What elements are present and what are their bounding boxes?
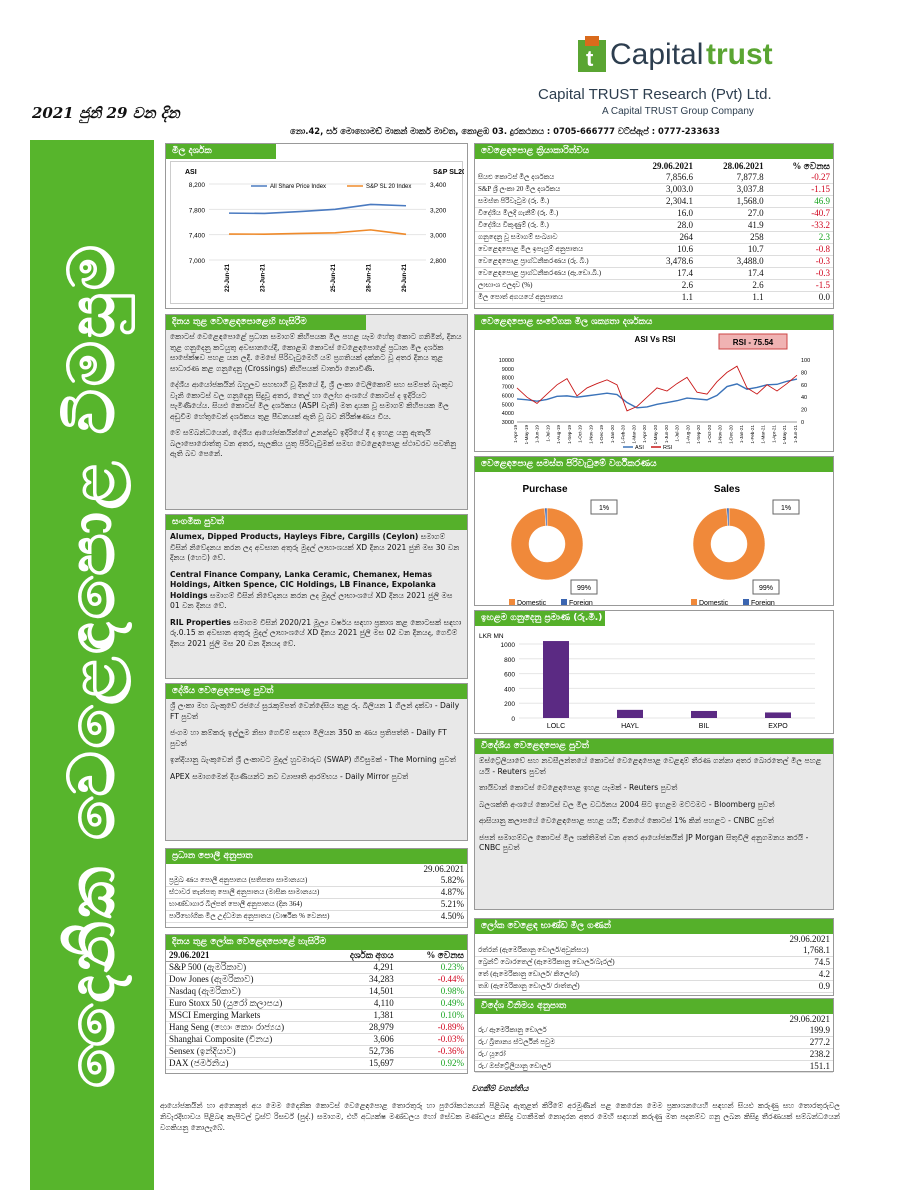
- fx-value: 199.9: [705, 1025, 833, 1037]
- activity-label: සියළු කොටස් මිල දර්ශකය: [475, 172, 625, 184]
- world-index-name: Nasdaq (ඇමරිකාව): [166, 986, 317, 998]
- bar-hayl: [617, 710, 643, 718]
- world-index-change: -0.44%: [397, 974, 467, 986]
- turnover-pie-charts: [475, 472, 833, 605]
- x-tick: 1-Jun-21: [793, 425, 798, 444]
- x-tick: 1-Dec-19: [599, 425, 605, 444]
- fx-value: 151.1: [705, 1061, 833, 1073]
- legend-foreign-label: Foreign: [569, 600, 593, 605]
- bar-bil: [691, 711, 717, 718]
- activity-section: [474, 143, 834, 309]
- activity-row: [475, 244, 833, 256]
- section-header: ප්‍රධාන පොලී අනුපාත: [166, 849, 467, 864]
- day-review-paragraph: මේ සම්බන්ධයෙන්, දේශීය ආයෝජකයින්ගේ උනන්දුව ඉදිරියේ දී ද ඉහළ යනු ඇතැයි බලාපොරොත්තු වන අතර, සැලකිය යුතු පිරිවැටුමක් සමඟ වෙළෙඳපොළ ස්ථාවරව පවතිනු ඇති බව පෙනේ.: [170, 428, 457, 458]
- x-tick: 1-Nov-20: [717, 425, 723, 444]
- y-tick: 0: [511, 716, 515, 723]
- world-index-change: 0.10%: [397, 1010, 467, 1022]
- world-index-name: Sensex (ඉන්දියාව): [166, 1046, 317, 1058]
- x-tick: 23-Jun-21: [260, 264, 267, 293]
- y-tick: 400: [504, 686, 515, 694]
- world-row: [166, 998, 467, 1010]
- world-index-value: 3,606: [317, 1034, 397, 1046]
- top-turnover-bar-chart: [475, 626, 833, 733]
- x-tick: 1-Feb-21: [749, 425, 755, 444]
- fx-label: රු./ ඇමෙරිකානු ඩොලර්: [475, 1025, 705, 1037]
- corporate-section: [165, 514, 468, 679]
- y-tick-left: 6000: [501, 393, 514, 400]
- activity-value-1: 10.6: [625, 244, 696, 256]
- corporate-news-text: [166, 530, 467, 659]
- y-tick-right: 3,200: [430, 207, 447, 215]
- disclaimer-text: ආයෝජකයින් හා අනෙකුත් අය මෙම දෛනික කොටස් වෙළෙඳපොළ තොරතුරු හා පුරෝකථනයන් පිළිබඳ ඇතුළත් කිරීමේ අරමුණින් පළ කෙරෙන මෙම ප්‍රකාශනයෙහි සඳහන් සියළු කරුණු සහ තොරතුරුවල නිවැරදිභාවය පිළිබඳ කැපිටල් ට්‍රස්ට් රිසර්ච් (පුද්.) සමාගම, එහි අධ්‍යක්ෂ මණ්ඩලය හෝ සේවක මණ්ඩලය කිසිදු වගකීමක් නොදරන අතර මෙහි සඳහන් කරුණු මත පදනම්ව ගනු ලබන කිසිදු තීරණයක් සම්බන්ධයෙන් වගකියනු නොලැබේ.: [160, 1101, 840, 1132]
- section-header: වෙළෙඳපොළ සමස්ත පිරිවැටුමේ වර්ගීකරණය: [475, 457, 833, 472]
- y-tick-left: 10000: [498, 358, 514, 364]
- logo-text-capital: Capital: [610, 38, 704, 71]
- rate-label: භාණ්ඩාගාර බිල්පත් පොලී අනුපාතය (දින 364): [166, 899, 401, 911]
- intl-news-item: ඕස්ට්‍රේලියාවේ සහ නවසීලන්තයේ කොටස් වෙළෙඳපොළ වෙළඳාම් තීරණ ගන්නා අතර බොරතෙල් මිල පහළ යයි - Reuters පුවත්: [479, 756, 822, 776]
- world-index-change: -0.89%: [397, 1022, 467, 1034]
- disclaimer-title: වගකීම් වගන්තිය: [471, 1084, 529, 1093]
- activity-row: [475, 256, 833, 268]
- intl-news-item: ආසියානු කලාපයේ වෙළෙඳපොළ පහළ යයි; චීනයේ කොටස් 1% කින් පහළට - CNBC පුවත්: [479, 816, 774, 825]
- commodities-date: 29.06.2021: [789, 934, 830, 944]
- commodity-label: බ්‍රෙන්ට් බොරතෙල් (ඇමෙරිකානු ඩොලර්/බැරල්): [475, 957, 745, 969]
- activity-label: ලාභාංශ ඵලදාව (%): [475, 280, 625, 292]
- world-index-change: 0.49%: [397, 998, 467, 1010]
- logo: [576, 34, 796, 84]
- corporate-news-item: Alumex, Dipped Products, Hayleys Fibre, Cargills (Ceylon) සමාගම් විසින් නිවේදනය කරන ලද අවසාන අතුරු මුදල් ලාභාංශයක් XD දිනය 2021 ජුනි මස 30 වන දිනය (හෙට) වේ.: [170, 532, 460, 562]
- x-tick: 1-Jun-20: [663, 425, 669, 444]
- world-date: 29.06.2021: [169, 950, 210, 960]
- activity-value-2: 2.6: [696, 280, 767, 292]
- world-index-change: -0.36%: [397, 1046, 467, 1058]
- activity-value-2: 17.4: [696, 268, 767, 280]
- corporate-news-item: RIL Properties සමාගම විසින් 2020/21 මූල්‍ය වර්ෂය සඳහා ප්‍රකාශ කළ කොටසක් සඳහා රු.0.15 ක අවසාන අතුරු මුදල් ලාභාංශයේ XD දිනය 2021 ජුලි මස 02 වන දිනයද, ගෙවීම් දිනය 2021 ජුලි මස 20 වන දිනයද වේ.: [170, 617, 462, 648]
- day-review-text: [166, 330, 467, 470]
- fx-row: [475, 1061, 833, 1073]
- local-news-item: ශ්‍රී ලංකා මහ බැංකුවේ රජයේ සුරැකුම්පත් වෙන්දේසිය තුළ රු. බිලියන 1 ගිලන් දක්වා - Daily FT පුවත්: [170, 701, 460, 721]
- activity-change: 2.3: [767, 232, 833, 244]
- pie-label-domestic: 99%: [576, 585, 592, 592]
- section-header: සංගමික පුවත්: [166, 515, 467, 530]
- activity-value-2: 3,037.8: [696, 184, 767, 196]
- fx-label: රු./ ඔස්ට්‍රේලියානු ඩොලර්: [475, 1061, 705, 1073]
- x-tick: 1-Mar-20: [631, 425, 637, 444]
- section-header: දේශීය වෙළෙඳපොළ පුවත්: [166, 684, 467, 699]
- x-tick: EXPO: [768, 723, 788, 730]
- activity-row: [475, 280, 833, 292]
- fx-date: 29.06.2021: [789, 1014, 830, 1024]
- day-review-paragraph: දේශීය ආයෝජකයින් බහුලව සහභාගී වූ දිනයේ දී, ශ්‍රී ලංකා ටෙලිකොම් සහ සම්පත් බැංකුව වැනි කොටස් වල ගනුදෙනු සිදුවූ අතර, තෙල් හා ලෝහ අංශයේ කොටස් ද ඉදිරියට පැමිණියේය. සියළු කොටස් මිල දර්ශකය (ASPI වැනි) මත දායක වූ සමාගම් කිහිපයක මිල අඩුවීම හේතුවෙන් දර්ශකය තුළ පීඩනයක් ඇති වූ බව නිරීක්ෂණය විය.: [170, 380, 454, 421]
- x-tick: 1-Aug-20: [685, 425, 691, 444]
- fx-table: [475, 1014, 833, 1073]
- x-tick: 1-May-19: [523, 425, 529, 445]
- x-tick: 1-Oct-20: [706, 425, 712, 443]
- fx-label: රු./ යූරෝ: [475, 1049, 705, 1061]
- section-header: ලෝක වෙළෙඳ භාණ්ඩ මිල ගණන්: [475, 919, 833, 934]
- col-change: % වෙනස: [792, 161, 830, 171]
- world-index-name: Hang Seng (හොං කොං රාජ්‍යය): [166, 1022, 317, 1034]
- section-header: විදේශීය වෙළෙඳපොළ පුවත්: [475, 739, 833, 754]
- world-index-name: Dow Jones (ඇමරිකාව): [166, 974, 317, 986]
- activity-value-1: 7,856.6: [625, 172, 696, 184]
- world-col-change: % වෙනස: [426, 950, 464, 960]
- rates-row: [166, 875, 467, 887]
- x-tick: 1-Sep-19: [566, 425, 572, 444]
- day-review-paragraph: කොටස් වෙළෙඳපොළේ ප්‍රධාන සමාගම් කිහිපයක මිල පහළ යෑම හේතු කොට ගනිමින්, දිනය තුළ ගනුදෙනු කටයුතු අවසානයේදී, කොළඹ කොටස් වෙළෙඳපොළේ ප්‍රධාන මිල දර්ශක සාපේක්ෂව පහළ යන ලදී. මෙසේ පිරිවැටුමෙහි යම් ප්‍රගතියක් දක්නට වූ අතර දිනය තුළ සාධාරණ කළ ගනුදෙනු (Crossings) කිහිපයක් වාර්තා නොවිණි.: [170, 332, 462, 373]
- local-news-list: [166, 699, 467, 792]
- activity-table: [475, 161, 833, 304]
- y-tick-right: 60: [801, 382, 808, 389]
- legend-foreign-label: Foreign: [751, 600, 775, 605]
- x-tick: 1-Feb-20: [620, 425, 626, 444]
- intl-news-item: බලශක්ති අංශයේ කොටස් වල මිල වර්ධනය 2004 සිට ඉහළම මට්ටමට - Bloomberg පුවත්: [479, 799, 775, 809]
- col-date-2: 28.06.2021: [723, 161, 764, 171]
- legend-foreign-swatch: [743, 599, 749, 605]
- intl-news-item: ජපන් සමාගම්වල කොටස් මිල ශක්තිමත් වන අතර ආයෝජකයින් JP Morgan සිතුවිලි අනුගමනය කරයි - CNBC පුවත්: [479, 832, 809, 852]
- activity-label: මිල පොත් අගයයේ අනුපාතය: [475, 292, 625, 304]
- world-row: [166, 1046, 467, 1058]
- world-index-change: 0.92%: [397, 1058, 467, 1070]
- intl-news-item: තායිවාන් කොටස් වෙළෙඳපොළ ඉහළ යෑමක් - Reuters පුවත්: [479, 783, 678, 792]
- world-index-value: 1,381: [317, 1010, 397, 1022]
- activity-value-2: 41.9: [696, 220, 767, 232]
- activity-value-1: 2,304.1: [625, 196, 696, 208]
- legend-foreign-swatch: [561, 599, 567, 605]
- activity-change: -0.3: [767, 256, 833, 268]
- report-date: 2021 ජුනි 29 වන දින: [32, 104, 180, 122]
- activity-value-1: 1.1: [625, 292, 696, 304]
- world-row: [166, 1058, 467, 1070]
- fx-row: [475, 1025, 833, 1037]
- world-index-name: Euro Stoxx 50 (යුරෝ කලාපය): [166, 998, 317, 1010]
- sp-line: [229, 230, 406, 234]
- rate-label: ප්‍රමුඛ ණය පොලී අනුපාතය (සතිපතා සාමාන්‍යය): [166, 875, 401, 887]
- commodity-value: 74.5: [745, 957, 833, 969]
- section-header: වෙළෙඳපොළ සංවේගක මිල ශක්‍යතා දර්ශකය: [475, 315, 833, 330]
- world-index-value: 14,501: [317, 986, 397, 998]
- rates-date: 29.06.2021: [423, 864, 464, 874]
- x-tick: 1-May-21: [782, 425, 788, 445]
- intl-news-section: [474, 738, 834, 910]
- section-header: ඉහළම ගනුදෙනු ප්‍රමාණ (රු.මි.): [475, 611, 605, 626]
- x-tick: 1-Apr-20: [642, 425, 648, 443]
- intl-news-list: [475, 754, 833, 864]
- corporate-news-item: Central Finance Company, Lanka Ceramic, Chemanex, Hemas Holdings, Aitken Spence, CIC Holdings, LB Finance, Expolanka Holdings සමාගම් විසින් නිවේදනය කරන ලද මුදල් ලාභාංශයේ XD දිනය 2021 ජුලි මස 01 වන දිනය වේ.: [170, 569, 453, 610]
- y-tick-left: 7,800: [188, 207, 205, 215]
- activity-label: සමස්ත පිරිවැටුම (රු. මි.): [475, 196, 625, 208]
- col-date-1: 29.06.2021: [652, 161, 694, 171]
- world-index-name: S&P 500 (ඇමරිකාව): [166, 962, 317, 974]
- x-tick: 1-Jul-20: [674, 425, 680, 442]
- y-tick-left: 7,000: [188, 258, 205, 265]
- world-row: [166, 962, 467, 974]
- activity-change: -0.8: [767, 244, 833, 256]
- company-tagline: A Capital TRUST Group Company: [602, 106, 754, 117]
- side-title: දෛනික වෙළෙඳපොළ විමසුම: [54, 242, 130, 1088]
- y-tick-left: 7000: [501, 384, 514, 391]
- pie-title: Sales: [713, 484, 741, 495]
- company-address: නො.42, සර් මොහොමඩ් මාකන් මාකර් මාවත, කොළඹ 03. දුරකථනය : 0705-666777 වට්ස්ඇප් : 0777-233633: [290, 126, 720, 136]
- activity-label: විදේශීය විකුණුම් (රු. මි.): [475, 220, 625, 232]
- local-news-item: ඉන්දියානු බැංකුවෙන් ශ්‍රී ලංකාවට මුදල් හුවමාරුව (SWAP) ගිවිසුමක් - The Morning පුවත්: [170, 755, 456, 764]
- commodity-row: [475, 981, 833, 993]
- world-row: [166, 1022, 467, 1034]
- x-tick: 22-Jun-21: [225, 264, 231, 293]
- x-tick: HAYL: [621, 723, 639, 730]
- x-tick: BIL: [698, 723, 710, 730]
- world-col-value: දර්ශක අගය: [349, 950, 394, 960]
- activity-row: [475, 232, 833, 244]
- legend-domestic-swatch: [509, 599, 515, 605]
- activity-change: 0.0: [767, 292, 833, 304]
- asi-rsi-chart: [475, 330, 833, 451]
- y-tick: 600: [504, 671, 515, 679]
- activity-value-1: 3,478.6: [625, 256, 696, 268]
- section-header: විදේශ විනිමය අනුපාත: [475, 999, 833, 1014]
- right-axis-label: S&P SL20: [433, 169, 464, 176]
- activity-value-2: 7,877.8: [696, 172, 767, 184]
- world-index-change: -0.03%: [397, 1034, 467, 1046]
- section-header: දිනය තුළ ලෝක වෙළෙඳපොළේ හැසිරීම: [166, 935, 467, 950]
- y-tick-left: 8000: [501, 375, 514, 382]
- world-index-value: 34,283: [317, 974, 397, 986]
- local-news-item: APEX සමාගමෙන් දියණියන්ට නව ව්‍යාපෘති ආරම්භය - Daily Mirror පුවත්: [170, 771, 409, 781]
- activity-value-2: 10.7: [696, 244, 767, 256]
- rate-value: 5.82%: [401, 875, 467, 887]
- y-tick-right: 2,800: [430, 258, 447, 265]
- activity-row: [475, 220, 833, 232]
- section-header: දිනය තුළ වෙළෙඳපොළෙහි හැසිරීම: [166, 315, 366, 330]
- fx-label: රු./ බ්‍රිතාන්‍ය ස්ටර්ලින් පවුම: [475, 1037, 705, 1049]
- local-news-item: ජංගම හා කම්කරු ඉල්ලුම නිසා ගෙවීම් සඳහා මිලියන 350 ක ණය ප්‍රතිපත්ති - Daily FT පුවත්: [170, 728, 447, 748]
- activity-value-2: 3,488.0: [696, 256, 767, 268]
- y-tick: 1000: [500, 642, 515, 649]
- x-tick: 1-Jun-19: [534, 425, 540, 444]
- commodity-label: තේ (ඇමෙරිකානු ඩොලර්/ කිලෝග්): [475, 969, 745, 981]
- section-header: වෙළෙඳපොළ ක්‍රියාකාරිත්වය: [475, 144, 833, 159]
- x-tick: 1-Jan-20: [609, 425, 615, 444]
- y-tick-right: 20: [801, 407, 808, 414]
- fx-value: 277.2: [705, 1037, 833, 1049]
- x-tick: 29-Jun-21: [402, 264, 408, 293]
- activity-change: -0.27: [767, 172, 833, 184]
- activity-value-1: 2.6: [625, 280, 696, 292]
- activity-row: [475, 184, 833, 196]
- x-tick: 1-Sep-20: [696, 425, 702, 444]
- x-tick: LOLC: [546, 723, 566, 730]
- company-name: Capital TRUST Research (Pvt) Ltd.: [538, 86, 772, 103]
- fx-section: [474, 998, 834, 1072]
- world-index-value: 52,736: [317, 1046, 397, 1058]
- world-index-name: MSCI Emerging Markets: [166, 1010, 317, 1022]
- rates-row: [166, 911, 467, 923]
- x-tick: 1-Jan-21: [739, 425, 745, 444]
- world-index-change: 0.98%: [397, 986, 467, 998]
- fx-row: [475, 1049, 833, 1061]
- y-axis-unit: LKR MN: [479, 633, 504, 640]
- rsi-section: [474, 314, 834, 452]
- commodity-value: 4.2: [745, 969, 833, 981]
- day-review-section: [165, 314, 468, 510]
- y-tick-left: 7,400: [188, 232, 205, 240]
- activity-row: [475, 268, 833, 280]
- x-tick: 1-Oct-19: [577, 425, 583, 443]
- bar-lolc: [543, 641, 569, 718]
- rate-label: පාරිභෝගික මිල උද්ධමන අනුපාතය (වාර්ෂික % වෙනස): [166, 911, 401, 923]
- x-tick: 1-Dec-20: [728, 425, 734, 444]
- activity-change: -33.2: [767, 220, 833, 232]
- rates-section: [165, 848, 468, 928]
- y-tick-right: 80: [801, 370, 808, 377]
- y-tick: 800: [504, 656, 515, 664]
- world-index-name: Shanghai Composite (චීනය): [166, 1034, 317, 1046]
- world-section: [165, 934, 468, 1074]
- activity-change: 46.9: [767, 196, 833, 208]
- commodity-value: 1,768.1: [745, 945, 833, 957]
- commodity-label: රත්රන් (ඇමෙරිකානු ඩොලර්/අවුන්සය): [475, 945, 745, 957]
- commodity-row: [475, 945, 833, 957]
- rate-value: 4.87%: [401, 887, 467, 899]
- activity-change: -1.5: [767, 280, 833, 292]
- side-banner: [30, 140, 154, 1190]
- world-index-value: 15,697: [317, 1058, 397, 1070]
- y-tick-left: 9000: [501, 366, 514, 373]
- rates-table: [166, 864, 467, 923]
- legend-sp-label: S&P SL 20 Index: [366, 184, 412, 190]
- legend-domestic-swatch: [691, 599, 697, 605]
- world-index-value: 28,979: [317, 1022, 397, 1034]
- logo-text-trust: trust: [706, 38, 773, 71]
- activity-label: වෙළෙඳපොළ ප්‍රාග්ධනීකරණය (ඇ.ඩො.බි.): [475, 268, 625, 280]
- world-index-change: 0.23%: [397, 962, 467, 974]
- activity-value-1: 16.0: [625, 208, 696, 220]
- activity-row: [475, 292, 833, 304]
- legend-domestic-label: Domestic: [699, 600, 729, 605]
- x-tick: 1-Nov-19: [588, 425, 594, 444]
- y-tick-right: 100: [801, 358, 811, 364]
- world-index-value: 4,110: [317, 998, 397, 1010]
- fx-value: 238.2: [705, 1049, 833, 1061]
- x-tick: 25-Jun-21: [331, 264, 338, 293]
- activity-value-1: 28.0: [625, 220, 696, 232]
- left-axis-label: ASI: [185, 169, 197, 176]
- y-tick-left: 4000: [501, 411, 514, 418]
- local-news-section: [165, 683, 468, 841]
- x-tick: 1-Aug-19: [556, 425, 562, 444]
- x-tick: 1-Apr-19: [513, 425, 518, 443]
- y-tick-right: 40: [801, 395, 808, 402]
- x-tick: 1-Mar-21: [760, 425, 766, 444]
- pie-label-domestic: 99%: [758, 585, 774, 592]
- x-tick: 1-Jul-19: [545, 425, 551, 442]
- activity-value-2: 258: [696, 232, 767, 244]
- index-line-chart: [171, 162, 464, 303]
- index-chart-section: [165, 143, 468, 309]
- x-tick: 1-Apr-21: [771, 425, 777, 443]
- bar-expo: [765, 712, 791, 718]
- commodities-section: [474, 918, 834, 996]
- rates-row: [166, 887, 467, 899]
- fx-row: [475, 1037, 833, 1049]
- commodity-value: 0.9: [745, 981, 833, 993]
- activity-label: විදේශීය මිලදී ගැනීම් (රු. මි.): [475, 208, 625, 220]
- rate-value: 5.21%: [401, 899, 467, 911]
- activity-value-2: 27.0: [696, 208, 767, 220]
- activity-change: -40.7: [767, 208, 833, 220]
- world-row: [166, 1034, 467, 1046]
- commodity-label: තඹ (ඇමෙරිකානු ඩොලර්/ රාත්තල්): [475, 981, 745, 993]
- activity-change: -0.3: [767, 268, 833, 280]
- pie-label-foreign: 1%: [780, 505, 792, 512]
- legend-rsi-label: RSI: [663, 445, 673, 451]
- y-tick: 200: [504, 701, 515, 709]
- legend-domestic-label: Domestic: [517, 600, 547, 605]
- activity-value-1: 17.4: [625, 268, 696, 280]
- turnover-section: [474, 456, 834, 606]
- rsi-chart-title: ASI Vs RSI: [634, 335, 676, 344]
- world-table: [166, 950, 467, 1070]
- x-tick: 1-May-20: [653, 425, 658, 445]
- activity-change: -1.15: [767, 184, 833, 196]
- commodity-row: [475, 969, 833, 981]
- y-tick-left: 5000: [501, 402, 514, 409]
- world-index-name: DAX (ජර්මනිය): [166, 1058, 317, 1070]
- activity-row: [475, 172, 833, 184]
- world-row: [166, 986, 467, 998]
- y-tick-right: 3,000: [430, 232, 447, 240]
- pie-label-foreign: 1%: [598, 505, 610, 512]
- activity-label: ගනුදෙනු වූ සමාගම් සංඛ්‍යාව: [475, 232, 625, 244]
- activity-row: [475, 208, 833, 220]
- y-tick-left: 8,200: [188, 182, 205, 189]
- x-tick: 28-Jun-21: [366, 264, 373, 293]
- legend-asi-label: All Share Price Index: [270, 184, 327, 190]
- activity-label: S&P ශ්‍රී ලංකා 20 මිල දර්ශකය: [475, 184, 625, 196]
- commodities-table: [475, 934, 833, 993]
- y-tick-right: 0: [801, 420, 805, 426]
- world-index-value: 4,291: [317, 962, 397, 974]
- pie-title: Purchase: [522, 484, 568, 495]
- svg-text:t: t: [586, 46, 594, 71]
- commodity-row: [475, 957, 833, 969]
- activity-row: [475, 196, 833, 208]
- y-tick-left: 3000: [501, 420, 514, 426]
- activity-label: වෙළෙඳපොළ ප්‍රාග්ධනීකරණය (රු. බි.): [475, 256, 625, 268]
- activity-value-2: 1,568.0: [696, 196, 767, 208]
- top-turnover-section: [474, 610, 834, 734]
- activity-value-2: 1.1: [696, 292, 767, 304]
- activity-value-1: 3,003.0: [625, 184, 696, 196]
- rate-value: 4.50%: [401, 911, 467, 923]
- section-header: මිල දර්ශක: [166, 144, 276, 159]
- rates-row: [166, 899, 467, 911]
- world-row: [166, 1010, 467, 1022]
- rsi-callout: RSI - 75.54: [732, 338, 774, 347]
- rate-label: ස්ථාවර තැන්පතු පොලී අනුපාතය (මාසික සාමාන්‍යය): [166, 887, 401, 899]
- activity-value-1: 264: [625, 232, 696, 244]
- activity-label: වෙළෙඳපොළ මිල ඉපැයුම් අනුපාතය: [475, 244, 625, 256]
- y-tick-right: 3,400: [430, 182, 447, 189]
- legend-asi-label: ASI: [635, 445, 644, 451]
- world-row: [166, 974, 467, 986]
